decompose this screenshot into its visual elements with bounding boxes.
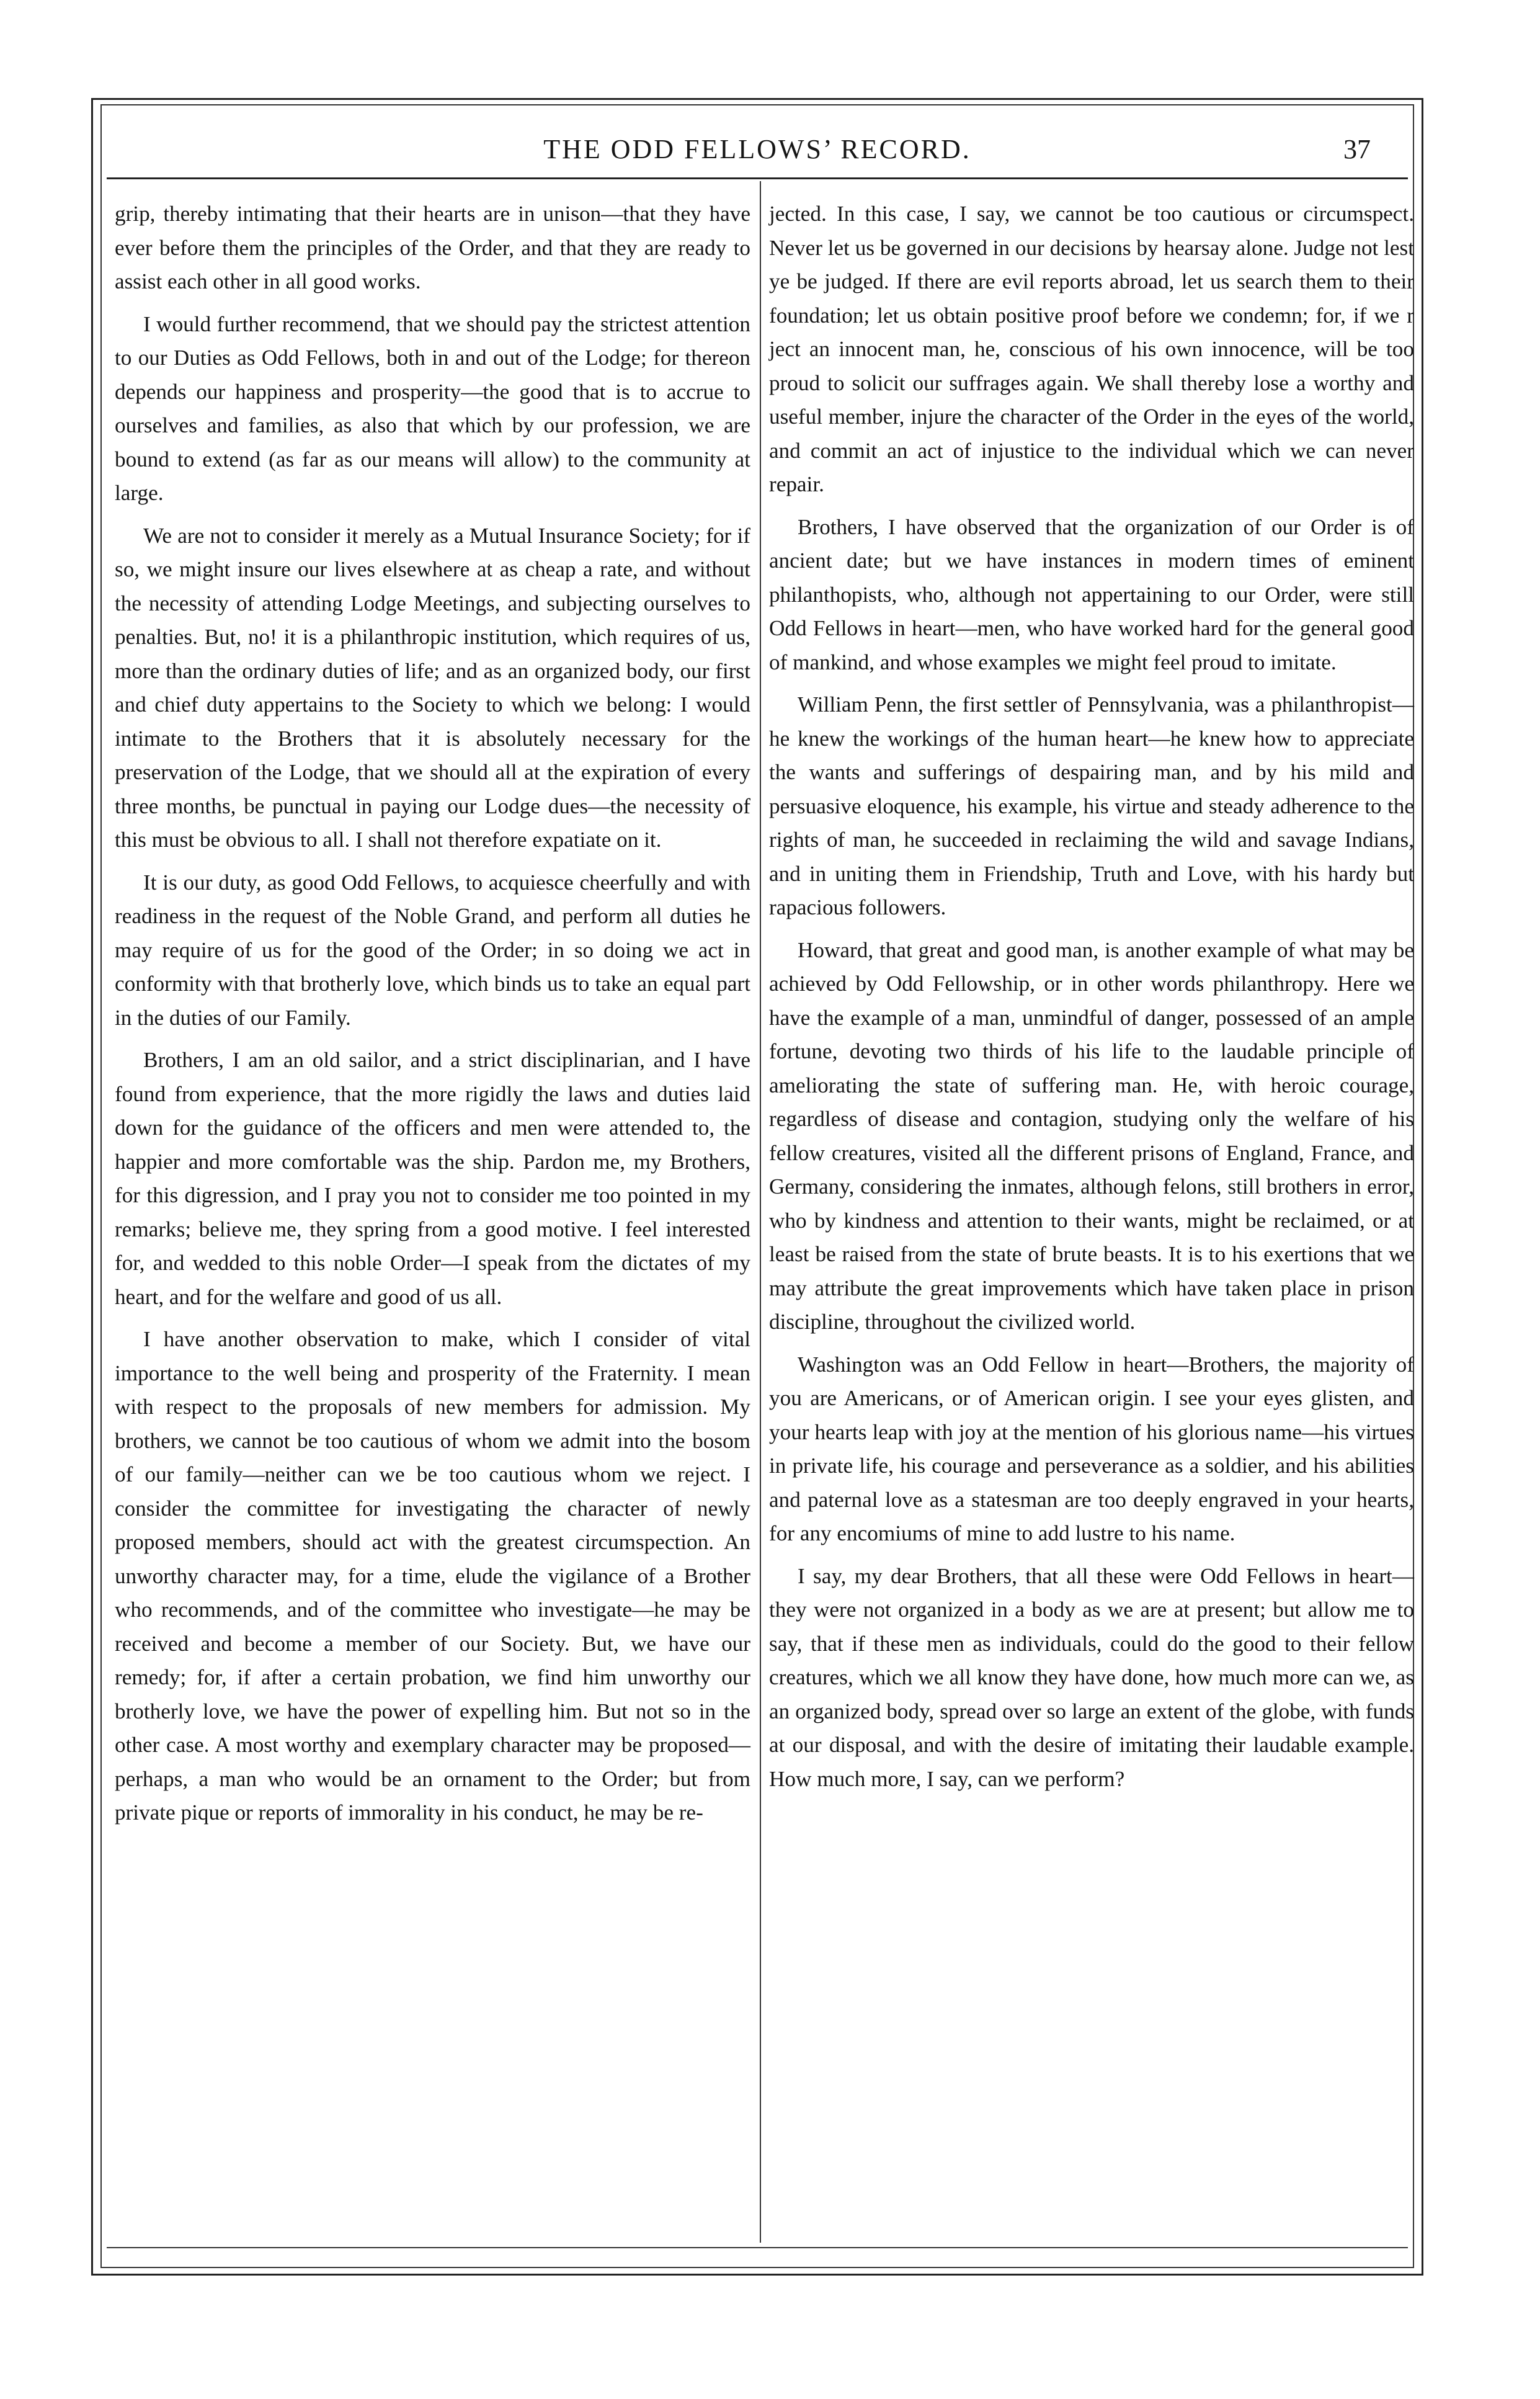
- page-header: [100, 127, 1414, 183]
- footer-rule: [107, 2247, 1408, 2248]
- paragraph: I have another observation to make, which I consider of vital importance to the well being and prosperity of the Fraternity. I mean with respect to the proposals of new members for admission. My brothers, we cannot be too cautious of whom we admit into the bosom of our family—neither can we be too cautious whom we reject. I consider the committee for investigating the character of newly proposed members, should act with the greatest circumspection. An unworthy character may, for a time, elude the vigilance of a Brother who recommends, and of the committee who investigate—he may be received and become a member of our Society. But, we have our remedy; for, if after a certain probation, we find him unworthy our brotherly love, we have the power of expelling him. But not so in the other case. A most worthy and exemplary character may be proposed—perhaps, a man who would be an ornament to the Order; but from private pique or reports of immorality in his conduct, he may be re-: [115, 1327, 750, 1825]
- left-column: [115, 197, 750, 1839]
- column-divider: [760, 181, 761, 2243]
- header-rule: [107, 177, 1408, 179]
- paragraph: Brothers, I have observed that the organization of our Order is of ancient date; but we have instances in modern times of eminent philanthopists, who, although not appertaining to our Order, were still Odd Fellows in heart—men, who have worked hard for the general good of mankind, and whose examples we might feel proud to imitate.: [769, 514, 1414, 674]
- paragraph: I would further recommend, that we should pay the strictest attention to our Duties as Odd Fellows, both in and out of the Lodge; for thereon depends our happiness and prosperity—the good that is to accrue to ourselves and families, as also that which by our profession, we are bound to extend (as far as our means will allow) to the community at large.: [115, 311, 750, 505]
- paragraph: I say, my dear Brothers, that all these were Odd Fellows in heart—they were not organized in a body as we are at present; but allow me to say, that if these men as individuals, could do the good to their fellow creatures, which we all know they have done, how much more can we, as an organized body, spread over so large an extent of the globe, with funds at our disposal, and with the desire of imitating their laudable example. How much more, I say, can we perform?: [769, 1563, 1414, 1791]
- paragraph: We are not to consider it merely as a Mutual Insurance Society; for if so, we might insure our lives elsewhere at as cheap a rate, and without the necessity of attending Lodge Meetings, and subjecting ourselves to penalties. But, no! it is a philanthropic institution, which requires of us, more than the ordinary duties of life; and as an organized body, our first and chief duty appertains to the Society to which we belong: I would intimate to the Brothers that it is absolutely necessary for the preservation of the Lodge, that we should all at the expiration of every three months, be punctual in paying our Lodge dues—the necessity of this must be obvious to all. I shall not therefore expatiate on it.: [115, 523, 750, 852]
- paragraph: Washington was an Odd Fellow in heart—Brothers, the majority of you are Americans, or of American origin. I see your eyes glisten, and your hearts leap with joy at the mention of his glorious name—his virtues in private life, his courage and perseverance as a soldier, and his abilities and paternal love as a statesman are too deeply engraved in your hearts, for any encomiums of mine to add lustre to his name.: [769, 1352, 1414, 1545]
- page-number: 37: [1343, 134, 1371, 164]
- paragraph: grip, thereby intimating that their hearts are in unison—that they have ever before them the principles of the Order, and that they are ready to assist each other in all good works.: [115, 202, 750, 293]
- running-title: THE ODD FELLOWS’ RECORD.: [543, 134, 971, 164]
- paragraph: jected. In this case, I say, we cannot be too cautious or circumspect. Never let us be governed in our decisions by hearsay alone. Judge not lest ye be judged. If there are evil reports abroad, let us search them to their foundation; let us obtain positive proof before we condemn; for, if we r ject an innocent man, he, conscious of his own innocence, will be too proud to solicit our suffrages again. We shall thereby lose a worthy and useful member, injure the character of the Order in the eyes of the world, and commit an act of injustice to the individual which we can never repair.: [769, 202, 1414, 496]
- paragraph: Brothers, I am an old sailor, and a strict disciplinarian, and I have found from experience, that the more rigidly the laws and duties laid down for the guidance of the officers and men were attended to, the happier and more comfortable was the ship. Pardon me, my Brothers, for this digression, and I pray you not to consider me too pointed in my remarks; believe me, they spring from a good motive. I feel interested for, and wedded to this noble Order—I speak from the dictates of my heart, and for the welfare and good of us all.: [115, 1048, 750, 1309]
- right-column: [769, 197, 1414, 1805]
- paragraph: Howard, that great and good man, is another example of what may be achieved by Odd Fellowship, or in other words philanthropy. Here we have the example of a man, unmindful of danger, possessed of an ample fortune, devoting two thirds of his life to the laudable principle of ameliorating the state of suffering man. He, with heroic courage, regardless of disease and contagion, studying only the welfare of his fellow creatures, visited all the different prisons of England, France, and Germany, considering the inmates, although felons, still brothers in error, who by kindness and attention to their wants, might be reclaimed, or at least be raised from the state of brute beasts. It is to his exertions that we may attribute the great improvements which have taken place in prison discipline, throughout the civilized world.: [769, 937, 1414, 1334]
- paragraph: It is our duty, as good Odd Fellows, to acquiesce cheerfully and with readiness in the request of the Noble Grand, and perform all duties he may require of us for the good of the Order; in so doing we act in conformity with that brotherly love, which binds us to take an equal part in the duties of our Family.: [115, 870, 750, 1030]
- paragraph: William Penn, the first settler of Pennsylvania, was a philanthropist—he knew the workings of the human heart—he knew how to appreciate the wants and sufferings of despairing man, and by his mild and persuasive eloquence, his example, his virtue and steady adherence to the rights of man, he succeeded in reclaiming the wild and savage Indians, and in uniting them in Friendship, Truth and Love, with his hardy but rapacious followers.: [769, 692, 1414, 919]
